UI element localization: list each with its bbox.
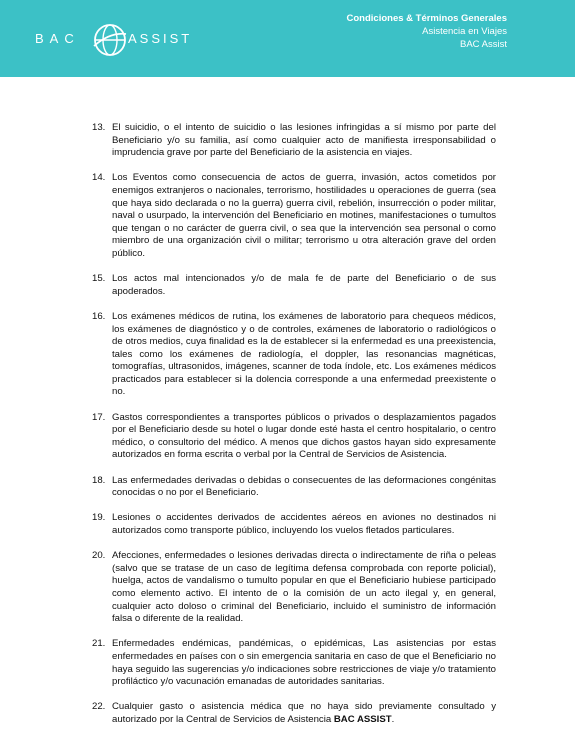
list-item — [92, 311, 496, 399]
item-text: Las enfermedades derivadas o debidas o consecuentes de las deformaciones congénitas conocidas o no por el Beneficiario. — [112, 474, 496, 499]
item-number: 19. — [92, 512, 106, 524]
item-number: 22. — [92, 701, 106, 713]
logo-text-right: ASSIST — [128, 31, 193, 46]
list-item — [92, 475, 496, 500]
page-header — [0, 0, 575, 77]
logo-text-left: BAC — [35, 31, 80, 46]
item-number: 18. — [92, 474, 106, 486]
item-number: 21. — [92, 638, 106, 650]
item-text-tail: . — [391, 713, 395, 725]
item-text: Afecciones, enfermedades o lesiones derivadas directa o indirectamente de riña o peleas (salvo que se tratase de un caso de legítima defensa comprobada con reporte policial), huelga, actos de vandalismo o tumulto popular en que el Beneficiario hubiese participado como elemento activo. El intento de o la comisión de un acto ilegal y, en general, cualquier acto doloso o criminal del Beneficiario, incluido el suministro de información falsa o diferente de la realidad. — [112, 550, 496, 625]
item-number: 14. — [92, 172, 106, 184]
item-text: Los actos mal intencionados y/o de mala fe de parte del Beneficiario o de sus apoderados. — [112, 273, 496, 297]
item-text-main: Cualquier gasto o asistencia médica que no haya sido previamente consultado y autorizado por la Central de Servicios de Asistencia — [112, 701, 496, 725]
item-text — [112, 701, 496, 726]
list-item — [92, 638, 496, 688]
exclusions-list — [92, 122, 496, 739]
list-item — [92, 512, 496, 537]
item-number: 13. — [92, 122, 106, 133]
globe-icon — [92, 22, 128, 58]
header-line-1: Condiciones & Términos Generales — [346, 13, 507, 24]
list-item — [92, 412, 496, 462]
list-item — [92, 550, 496, 626]
item-text: El suicidio, o el intento de suicidio o las lesiones infringidas a sí mismo por parte del Beneficiario y/o su familia, así como cualquier acto de manifiesta irresponsabilidad o imprudencia grave por parte del Beneficiario de la asistencia en viajes. — [112, 122, 496, 159]
item-text: Gastos correspondientes a transportes públicos o privados o desplazamientos pagados por el Beneficiario desde su hotel o lugar donde esté hasta el centro hospitalario, o centro médico, o consultorio del médico. A menos que dichos gastos hayan sido expresamente autorizados en forma escrita o verbal por la Central de Servicios de Asistencia. — [112, 411, 496, 461]
item-number: 17. — [92, 411, 106, 423]
item-number: 15. — [92, 273, 106, 285]
item-text: Lesiones o accidentes derivados de accidentes aéreos en aviones no destinados ni autorizados como transporte público, incluyendo los vuelos fletados particulares. — [112, 512, 496, 536]
list-item — [92, 701, 496, 726]
list-item — [92, 122, 496, 160]
list-item — [92, 172, 496, 260]
item-number: 16. — [92, 310, 106, 322]
header-line-3: BAC Assist — [460, 39, 507, 50]
item-text: Los exámenes médicos de rutina, los exámenes de laboratorio para chequeos médicos, los exámenes de diagnóstico y o de controles, exámenes de laboratorio o radiológicos o de otros medios, cuya finalidad es la de establecer si la enfermedad es una preexistencia, tales como los exámenes de radiología, el doppler, las resonancias magnéticas, tomografías, ultrasonidos, imágenes, scanner de toda índole, etc. Los exámenes médicos practicados para establecer si la dolencia corresponde a una enfermedad preexistente o no. — [112, 310, 496, 398]
bac-assist-logo — [30, 22, 193, 58]
brand-name: BAC ASSIST — [333, 713, 392, 725]
list-item — [92, 273, 496, 298]
item-number: 20. — [92, 550, 106, 562]
header-line-2: Asistencia en Viajes — [422, 26, 507, 37]
header-title-block — [347, 12, 508, 51]
item-text: Los Eventos como consecuencia de actos de guerra, invasión, actos cometidos por enemigos extranjeros o nacionales, terrorismo, hostilidades u operaciones de guerra (sea que haya sido declarada o no la guerra) guerra civil, rebelión, insurrección o poder militar, naval o usurpado, la intervención del Beneficiario en motines, manifestaciones o tumultos que tengan o no carácter de guerra civil, o sea que la intervención sea personal o como miembro de una organización civil o militar; terrorismo u otra alteración grave del orden público. — [112, 172, 496, 259]
item-text: Enfermedades endémicas, pandémicas, o epidémicas, Las asistencias por estas enfermedades en países con o sin emergencia sanitaria en caso de que el Beneficiario no haya seguido las sugerencias y/o indicaciones sobre restricciones de viaje y/o tratamiento profiláctico y/o vacunación emanadas de autoridades sanitarias. — [112, 638, 496, 688]
